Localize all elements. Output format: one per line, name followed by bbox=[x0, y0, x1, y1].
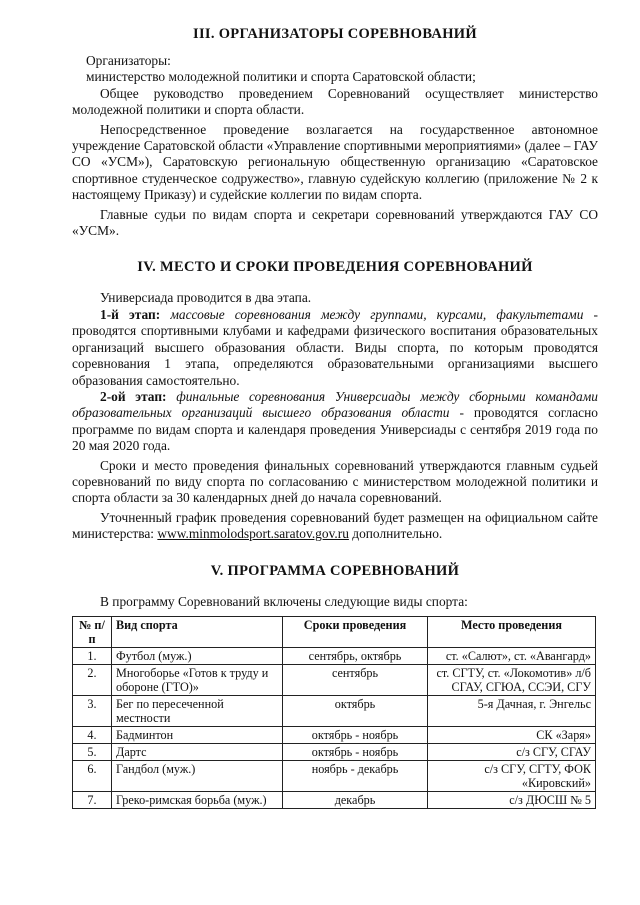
row-num: 1. bbox=[73, 647, 112, 664]
row-dates: октябрь - ноябрь bbox=[283, 743, 428, 760]
two-stages-paragraph: Универсиада проводится в два этапа. bbox=[100, 290, 312, 306]
row-sport: Греко-римская борьба (муж.) bbox=[112, 791, 283, 808]
general-management-paragraph: Общее руководство проведением Соревнований осуществляет министерство молодежной политики и спорта области. bbox=[72, 85, 598, 118]
header-place: Место проведения bbox=[428, 616, 596, 647]
row-num: 3. bbox=[73, 695, 112, 726]
header-num: № п/п bbox=[73, 616, 112, 647]
row-sport: Гандбол (муж.) bbox=[112, 760, 283, 791]
header-sport: Вид спорта bbox=[112, 616, 283, 647]
row-sport: Бадминтон bbox=[112, 726, 283, 743]
row-place: ст. СГТУ, ст. «Локомотив» л/б СГАУ, СГЮА, ССЭИ, СГУ bbox=[428, 664, 596, 695]
row-num: 7. bbox=[73, 791, 112, 808]
section-5-title: V. ПРОГРАММА СОРЕВНОВАНИЙ bbox=[210, 562, 460, 579]
table-header-row bbox=[73, 616, 596, 647]
table-row bbox=[73, 743, 596, 760]
table-row bbox=[73, 647, 596, 664]
row-place: с/з СГУ, СГАУ bbox=[428, 743, 596, 760]
row-dates: октябрь bbox=[283, 695, 428, 726]
table-row bbox=[73, 664, 596, 695]
header-dates: Сроки проведения bbox=[283, 616, 428, 647]
dates-approval-paragraph: Сроки и место проведения финальных соревнований утверждаются главным судьей соревнований по виду спорта по согласованию с министерством молодежной политики и спорта области за 30 календарных дней до начала соревнований. bbox=[72, 457, 598, 506]
stage-1-paragraph bbox=[72, 307, 598, 389]
schedule-paragraph bbox=[72, 510, 598, 543]
organizers-label: Организаторы: bbox=[86, 53, 171, 68]
stage-2-text: - проводятся согласно программе по видам спорта и календаря проведения Универсиады с сентября 2019 года по 20 мая 2020 года. bbox=[72, 405, 598, 454]
row-sport: Футбол (муж.) bbox=[112, 647, 283, 664]
row-dates: сентябрь, октябрь bbox=[283, 647, 428, 664]
row-sport: Дартс bbox=[112, 743, 283, 760]
table-row bbox=[73, 695, 596, 726]
organizers-ministry: министерство молодежной политики и спорта Саратовской области; bbox=[86, 69, 476, 85]
row-num: 6. bbox=[73, 760, 112, 791]
stage-2-label: 2-ой этап: bbox=[100, 388, 167, 404]
stage-2-paragraph bbox=[72, 389, 598, 455]
table-row bbox=[73, 760, 596, 791]
row-place: с/з ДЮСШ № 5 bbox=[428, 791, 596, 808]
row-num: 4. bbox=[73, 726, 112, 743]
row-num: 2. bbox=[73, 664, 112, 695]
section-3-title: III. ОРГАНИЗАТОРЫ СОРЕВНОВАНИЙ bbox=[193, 26, 477, 42]
row-dates: сентябрь bbox=[283, 664, 428, 695]
chief-judges-paragraph: Главные судьи по видам спорта и секретари соревнований утверждаются ГАУ СО «УСМ». bbox=[72, 206, 598, 239]
row-place: СК «Заря» bbox=[428, 726, 596, 743]
schedule-text-end: дополнительно. bbox=[348, 526, 443, 542]
schedule-text: Уточненный график проведения соревнований будет размещен на официальном сайте министерства: bbox=[72, 509, 598, 542]
row-num: 5. bbox=[73, 743, 112, 760]
stage-1-text: - проводятся спортивными клубами и кафедрами физического воспитания образовательных организаций высшего образования области. Виды спорта, по которым проводятся соревнования 1 этапа, определяются образовательными организациями высшего образования самостоятельно. bbox=[72, 306, 598, 388]
row-place: с/з СГУ, СГТУ, ФОК «Кировский» bbox=[428, 760, 596, 791]
table-row bbox=[73, 791, 596, 808]
row-dates: ноябрь - декабрь bbox=[283, 760, 428, 791]
sports-program-table bbox=[72, 616, 596, 809]
row-sport: Многоборье «Готов к труду и обороне (ГТО)» bbox=[112, 664, 283, 695]
section-4-title: IV. МЕСТО И СРОКИ ПРОВЕДЕНИЯ СОРЕВНОВАНИЙ bbox=[137, 259, 533, 276]
row-sport: Бег по пересеченной местности bbox=[112, 695, 283, 726]
ministry-website-link[interactable]: www.minmolodsport.saratov.gov.ru bbox=[157, 526, 349, 542]
table-row bbox=[73, 726, 596, 743]
row-dates: октябрь - ноябрь bbox=[283, 726, 428, 743]
program-intro: В программу Соревнований включены следующие виды спорта: bbox=[100, 593, 468, 609]
stage-2-description: финальные соревнования Универсиады между сборными командами образовательных организаций высшего образования области bbox=[72, 388, 598, 421]
row-place: ст. «Салют», ст. «Авангард» bbox=[428, 647, 596, 664]
row-place: 5-я Дачная, г. Энгельс bbox=[428, 695, 596, 726]
direct-conduct-paragraph: Непосредственное проведение возлагается на государственное автономное учреждение Саратовской области «Управление спортивными мероприятиями» (далее – ГАУ СО «УСМ»), Саратовскую региональную общественную организацию «Саратовское спортивное студенческое содружество», главную судейскую коллегию (приложение № 2 к настоящему Приказу) и судейские коллегии по видам спорта. bbox=[72, 121, 598, 203]
stage-1-description: массовые соревнования между группами, курсами, факультетами bbox=[170, 306, 584, 322]
stage-1-label: 1-й этап: bbox=[100, 306, 161, 322]
row-dates: декабрь bbox=[283, 791, 428, 808]
